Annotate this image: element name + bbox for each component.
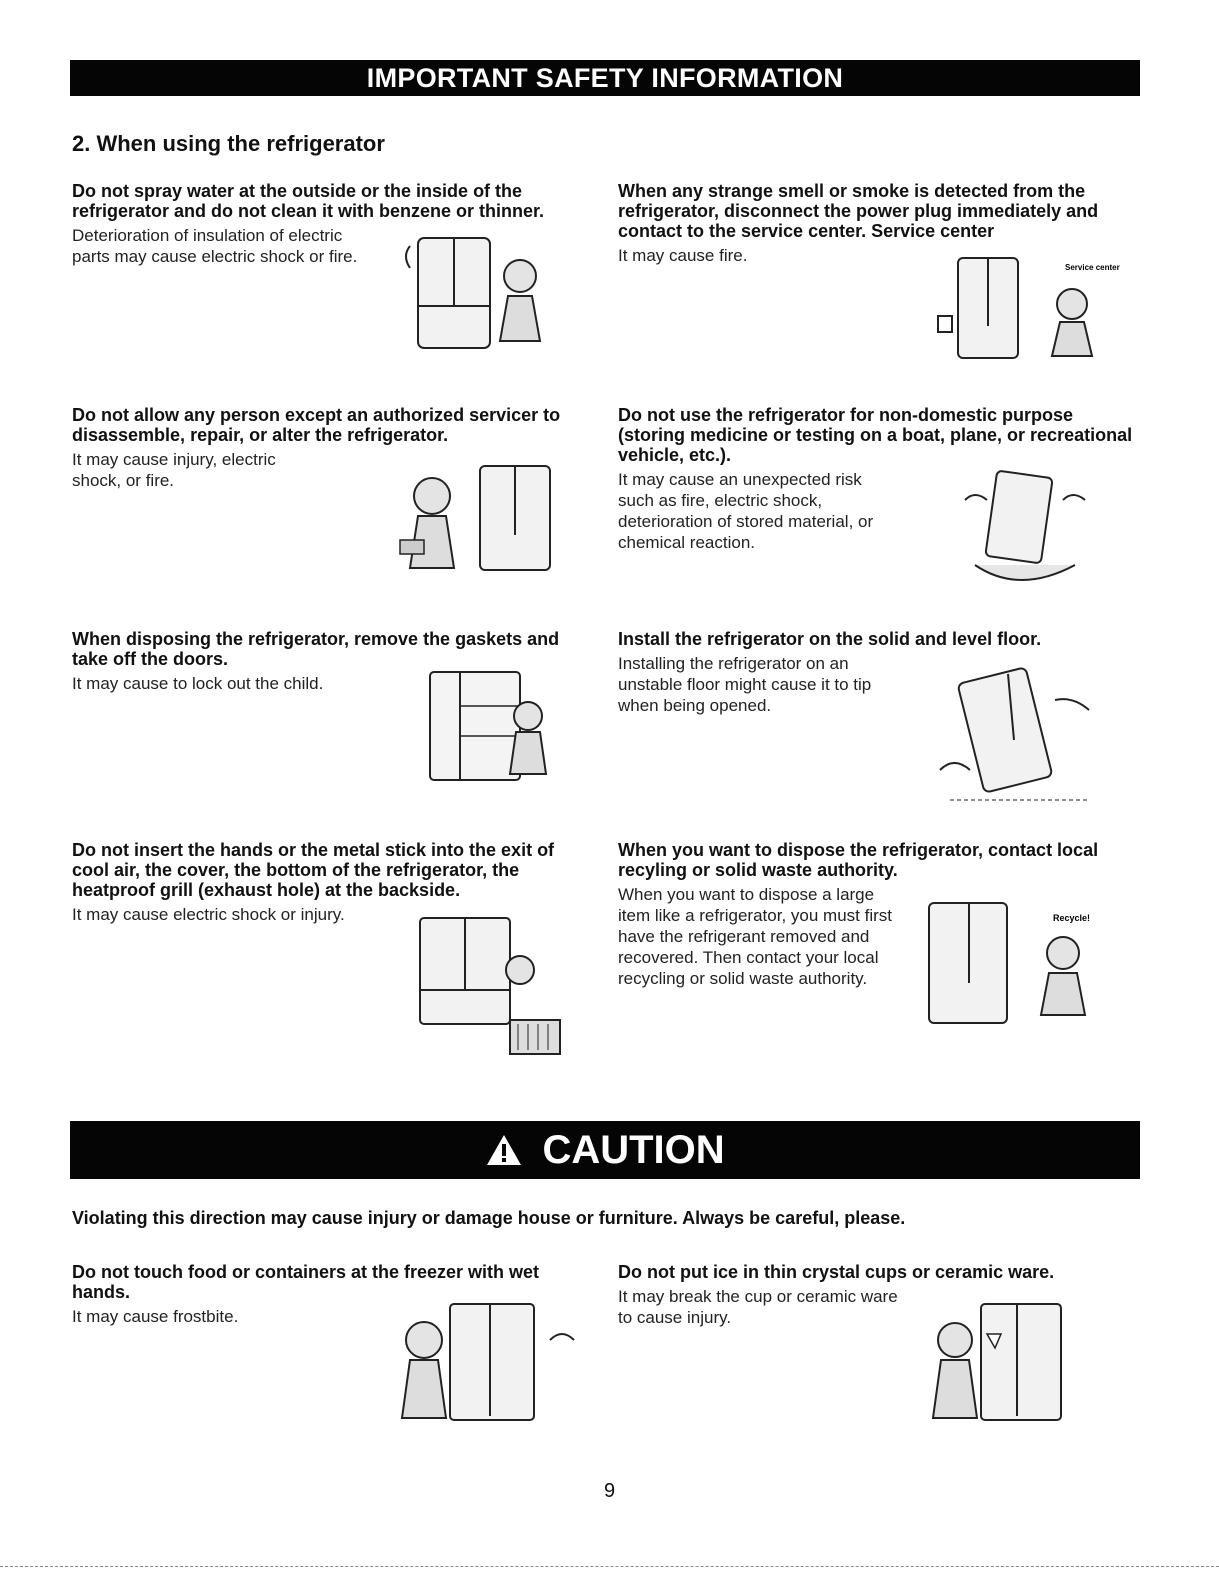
item-heading: Do not spray water at the outside or the inside of the refrigerator and do not clean it with benzene or thinner. xyxy=(72,181,545,221)
disposing-doors-illustration xyxy=(420,666,570,796)
warning-triangle-icon xyxy=(485,1133,523,1167)
tipping-refrigerator-illustration xyxy=(930,660,1105,810)
item-body: It may break the cup or ceramic ware to cause injury. xyxy=(618,1287,898,1327)
item-heading: Do not allow any person except an authorized servicer to disassemble, repair, or alter the refrigerator. xyxy=(72,405,561,445)
exhaust-grill-illustration xyxy=(380,910,575,1060)
item-body: It may cause an unexpected risk such as fire, electric shock, deterioration of stored material, or chemical reaction. xyxy=(618,470,874,552)
recycle-label: Recycle! xyxy=(1053,913,1091,923)
service-center-illustration xyxy=(930,256,1120,366)
item-heading: Do not insert the hands or the metal stick into the exit of cool air, the cover, the bottom of the refrigerator, the heatproof grill (exhaust hole) at the backside. xyxy=(72,840,555,900)
recycle-illustration xyxy=(925,903,1105,1033)
page-number: 9 xyxy=(603,1480,616,1502)
caution-banner xyxy=(70,1121,1140,1179)
item-body: It may cause frostbite. xyxy=(72,1307,239,1326)
section-title: 2. When using the refrigerator xyxy=(72,131,385,156)
item-body: It may cause injury, electric shock, or fire. xyxy=(72,450,276,490)
caution-intro: Violating this direction may cause injury or damage house or furniture. Always be careful, please. xyxy=(72,1208,906,1228)
safety-header-banner xyxy=(70,60,1140,96)
item-body: When you want to dispose a large item like a refrigerator, you must first have the refrigerant removed and recovered. Then contact your local recycling or solid waste authority. xyxy=(618,885,892,988)
crystal-cup-illustration xyxy=(925,1300,1085,1430)
item-heading: Install the refrigerator on the solid and level floor. xyxy=(618,629,1042,649)
item-heading: When disposing the refrigerator, remove the gaskets and take off the doors. xyxy=(72,629,560,669)
item-body: It may cause electric shock or injury. xyxy=(72,905,345,924)
item-heading: When you want to dispose the refrigerator, contact local recyling or solid waste authority. xyxy=(618,840,1099,880)
safety-item-strange-smell xyxy=(618,181,1128,266)
service-center-label: Service center xyxy=(1065,263,1120,272)
item-heading: Do not put ice in thin crystal cups or ceramic ware. xyxy=(618,1262,1055,1282)
item-body: It may cause fire. xyxy=(618,246,748,265)
item-heading: Do not touch food or containers at the freezer with wet hands. xyxy=(72,1262,540,1302)
safety-header-title: IMPORTANT SAFETY INFORMATION xyxy=(366,63,844,93)
servicer-illustration xyxy=(380,460,580,575)
caution-title: CAUTION xyxy=(542,1128,725,1172)
item-body: Deterioration of insulation of electric parts may cause electric shock or fire. xyxy=(72,226,358,266)
item-body: Installing the refrigerator on an unstable floor might cause it to tip when being opened. xyxy=(618,654,872,715)
item-body: It may cause to lock out the child. xyxy=(72,674,324,693)
footer-divider xyxy=(0,1566,1219,1567)
non-domestic-illustration xyxy=(945,470,1105,595)
frostbite-illustration xyxy=(390,1300,580,1430)
item-heading: Do not use the refrigerator for non-domestic purpose (storing medicine or testing on a boat, plane, or recreational vehicle, etc.). xyxy=(618,405,1133,465)
item-heading: When any strange smell or smoke is detected from the refrigerator, disconnect the power plug immediately and contact to the service center. Service center xyxy=(618,181,1099,241)
refrigerator-spray-illustration xyxy=(390,226,560,366)
